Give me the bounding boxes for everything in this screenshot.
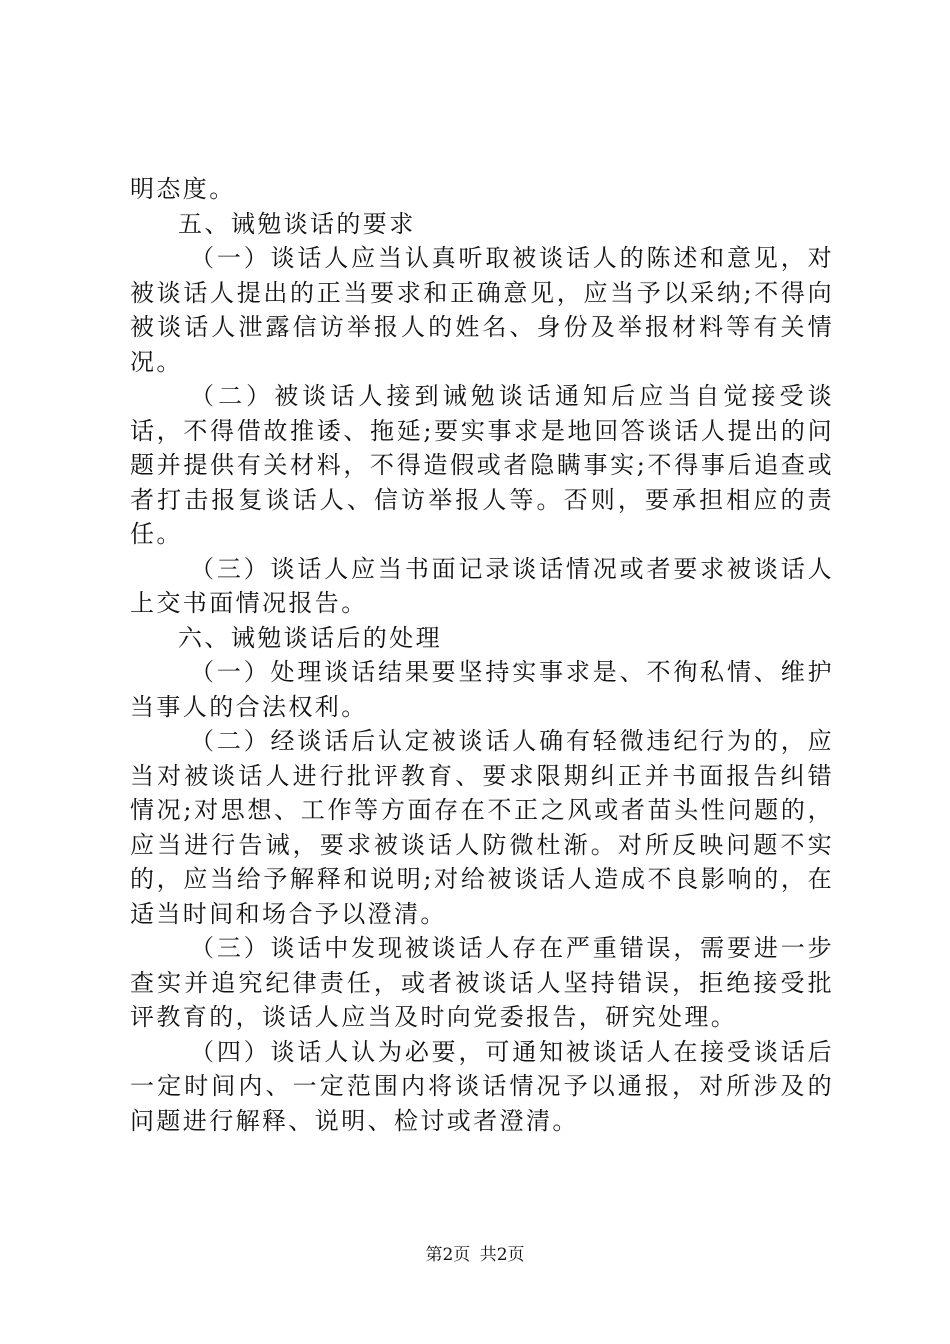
document-body [130, 172, 834, 1138]
requirement-item-3: （三）谈话人应当书面记录谈话情况或者要求被谈话人上交书面情况报告。 [130, 554, 834, 617]
section-heading-handling: 六、诫勉谈话后的处理 [178, 623, 442, 652]
handling-item-1: （一）处理谈话结果要坚持实事求是、不徇私情、维护当事人的合法权利。 [130, 658, 834, 721]
page-number: 第2页 [425, 1245, 471, 1265]
handling-item-4: （四）谈话人认为必要，可通知被谈话人在接受谈话后一定时间内、一定范围内将谈话情况予以通报，对所涉及的问题进行解释、说明、检讨或者澄清。 [130, 1037, 834, 1135]
requirement-item-1: （一）谈话人应当认真听取被谈话人的陈述和意见，对被谈话人提出的正当要求和正确意见，应当予以采纳;不得向被谈话人泄露信访举报人的姓名、身份及举报材料等有关情况。 [130, 244, 834, 376]
handling-item-3: （三）谈话中发现被谈话人存在严重错误，需要进一步查实并追究纪律责任，或者被谈话人坚持错误，拒绝接受批评教育的，谈话人应当及时向党委报告，研究处理。 [130, 934, 834, 1031]
page-footer [0, 1244, 950, 1266]
page-total: 共2页 [479, 1245, 525, 1265]
handling-item-2: （二）经谈话后认定被谈话人确有轻微违纪行为的，应当对被谈话人进行批评教育、要求限期纠正并书面报告纠错情况;对思想、工作等方面存在不正之风或者苗头性问题的，应当进行告诫，要求被谈话人防微杜渐。对所反映问题不实的，应当给予解释和说明;对给被谈话人造成不良影响的，在适当时间和场合予以澄清。 [130, 727, 834, 928]
section-heading-requirements: 五、诫勉谈话的要求 [178, 209, 416, 238]
requirement-item-2: （二）被谈话人接到诫勉谈话通知后应当自觉接受谈话，不得借故推诿、拖延;要实事求是地回答谈话人提出的问题并提供有关材料，不得造假或者隐瞒事实;不得事后追查或者打击报复谈话人、信访举报人等。否则，要承担相应的责任。 [130, 382, 834, 548]
paragraph-continuation: 明态度。 [130, 175, 236, 203]
